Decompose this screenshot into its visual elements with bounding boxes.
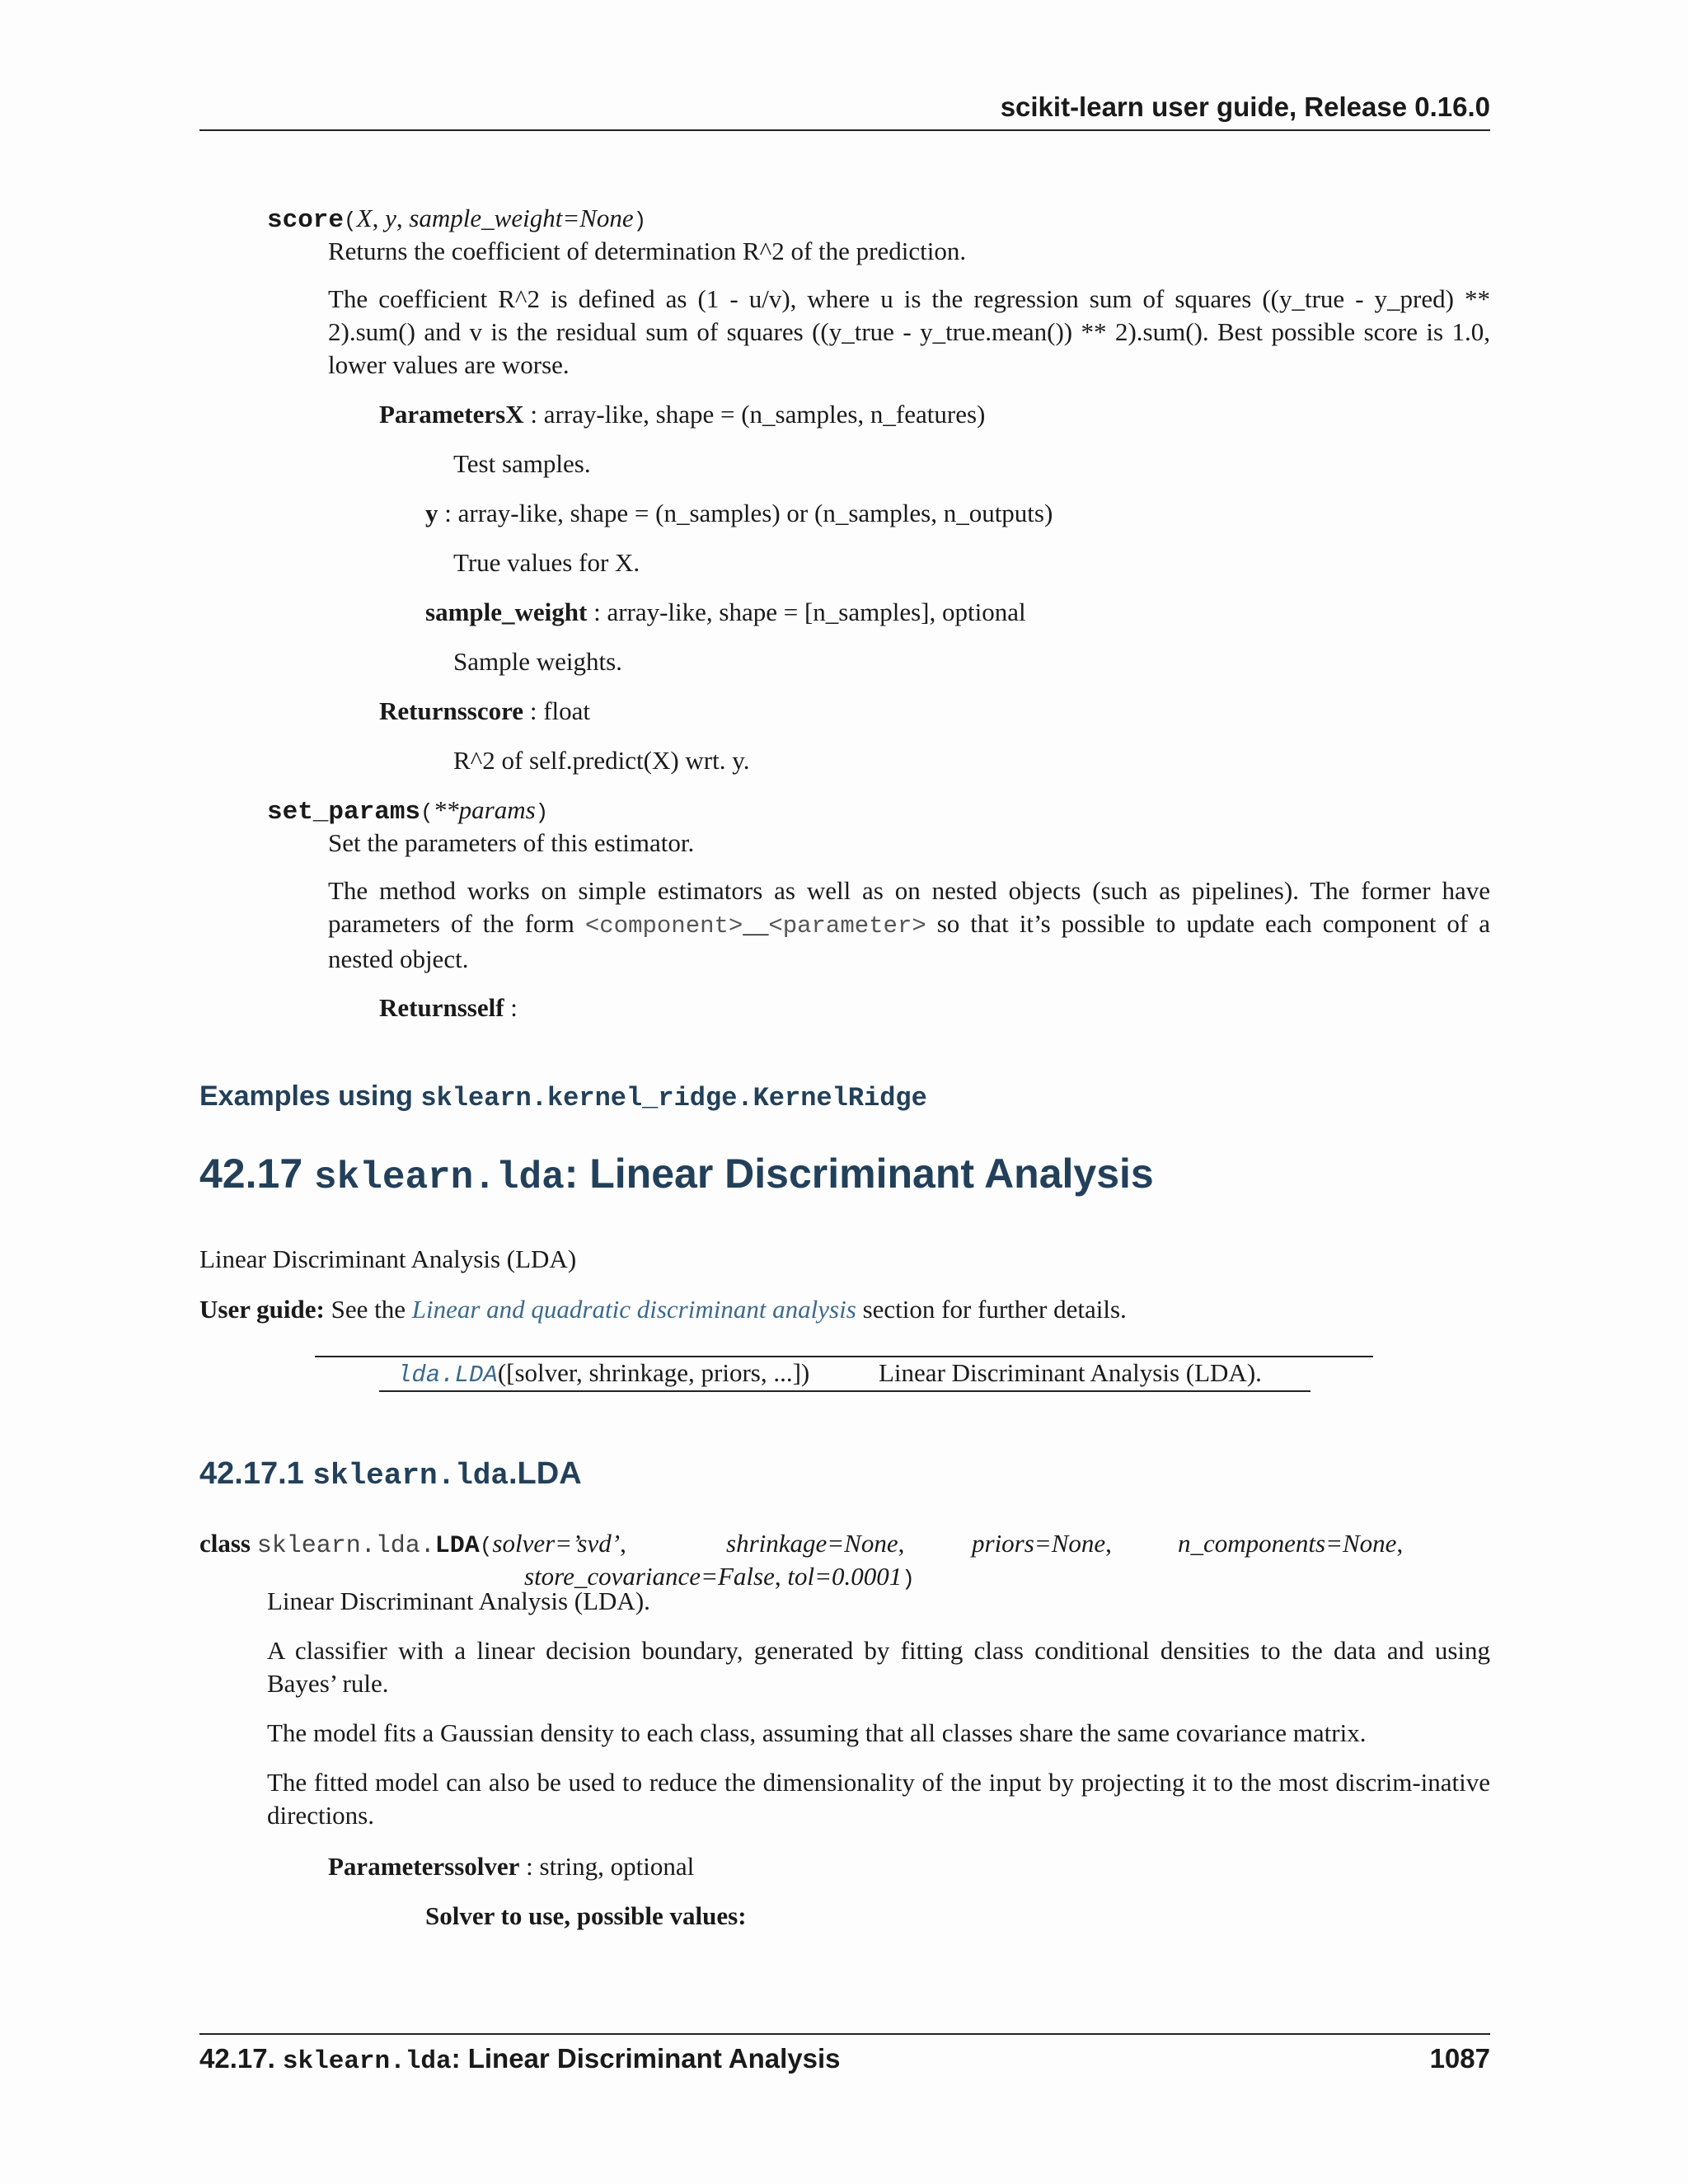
set-params-returns (379, 991, 518, 1024)
arg-x: X (356, 204, 373, 232)
sep: , (396, 204, 410, 232)
param-type: : array-like, shape = (n_samples, n_features) (523, 400, 986, 429)
params-label: Parameters (379, 400, 506, 429)
section-heading (199, 1147, 1154, 1204)
subsection-number: 42.17.1 (199, 1456, 304, 1491)
returns-label: Returns (379, 696, 467, 725)
returns-label: Returns (379, 993, 467, 1022)
subsection-heading (199, 1453, 582, 1497)
running-title: scikit-learn user guide, Release 0.16.0 (1000, 91, 1490, 122)
set-params-method-name: set_params (267, 798, 421, 827)
user-guide-label: User guide: (199, 1295, 325, 1324)
param-type: : array-like, shape = [n_samples], optional (587, 598, 1026, 626)
arg-priors: priors=None, (972, 1529, 1112, 1558)
param-name: y (425, 499, 438, 527)
solver-note: Solver to use, possible values: (425, 1901, 747, 1930)
user-guide-post: section for further details. (856, 1295, 1127, 1324)
arg-shrinkage: shrinkage=None, (726, 1529, 905, 1558)
subsection-code: sklearn.lda (312, 1459, 509, 1493)
param-desc: Sample weights. (453, 647, 622, 676)
params-label: Parameters (328, 1852, 455, 1881)
section-title: : Linear Discriminant Analysis (564, 1151, 1154, 1197)
class-name: LDA (434, 1532, 480, 1560)
table-row (397, 1357, 809, 1392)
score-method-name: score (267, 206, 345, 235)
score-summary: Returns the coefficient of determination R^2 of the prediction. (328, 237, 967, 265)
lda-para1: A classifier with a linear decision boundary, generated by fitting class conditional densities to the data and using Bayes’ rule. (267, 1636, 1490, 1698)
sig-open: ( (344, 209, 357, 233)
param-desc: True values for X. (453, 548, 640, 577)
set-params-signature (267, 794, 548, 829)
desc-code: <parameter> (768, 912, 926, 940)
return-name: score (467, 696, 524, 725)
arg-solver: solver=’svd’ (492, 1529, 621, 1558)
param-type: : string, optional (519, 1852, 695, 1881)
examples-code: sklearn.kernel_ridge.KernelRidge (420, 1083, 927, 1113)
lda-param-solver (328, 1850, 694, 1883)
user-guide-link[interactable]: Linear and quadratic discriminant analysis (411, 1295, 856, 1324)
lda-class-signature-line2: store_covariance=False, tol=0.0001) (524, 1562, 915, 1591)
score-param-y (425, 497, 1053, 530)
footer-title (199, 2041, 841, 2079)
return-type: : float (523, 696, 590, 725)
footer-rule (199, 2033, 1490, 2035)
table-row-desc: Linear Discriminant Analysis (LDA). (879, 1358, 1262, 1387)
set-params-description (328, 874, 1490, 976)
return-desc: R^2 of self.predict(X) wrt. y. (453, 746, 750, 775)
user-guide-line (199, 1293, 1127, 1326)
examples-heading (199, 1078, 927, 1117)
sig-open: ( (420, 800, 434, 825)
score-signature (267, 202, 646, 237)
examples-prefix: Examples using (199, 1080, 421, 1112)
section-code: sklearn.lda (314, 1156, 565, 1199)
user-guide-pre: See the (324, 1295, 412, 1324)
arg-tol: tol=0.0001 (787, 1562, 903, 1591)
footer-code: sklearn.lda (282, 2047, 452, 2076)
arg-store-covariance: store_covariance=False (524, 1562, 775, 1591)
return-type: : (504, 993, 518, 1022)
lda-para2: The model fits a Gaussian density to each class, assuming that all classes share the same covariance matrix. (267, 1718, 1367, 1747)
param-name: X (505, 400, 524, 429)
arg-n-components-text: n_components=None (1178, 1529, 1397, 1558)
class-module: sklearn.lda. (256, 1532, 435, 1560)
param-name: sample_weight (425, 598, 588, 626)
arg-priors-text: priors=None (972, 1529, 1106, 1558)
arg-shrinkage-text: shrinkage=None (726, 1529, 898, 1558)
section-number: 42.17 (199, 1151, 303, 1197)
return-name: self (467, 993, 504, 1022)
page-number: 1087 (1429, 2043, 1490, 2074)
header-rule (199, 129, 1490, 131)
sig-close: ) (535, 800, 549, 825)
subsection-title: .LDA (509, 1456, 582, 1491)
param-type: : array-like, shape = (n_samples) or (n_samples, n_outputs) (438, 499, 1053, 527)
sig-close: ) (633, 209, 647, 233)
lda-summary: Linear Discriminant Analysis (LDA). (267, 1586, 650, 1615)
score-param-x (379, 398, 985, 431)
lda-class-signature: class sklearn.lda.LDA(solver=’svd’, (199, 1529, 626, 1560)
sep: , (372, 204, 386, 232)
footer-number: 42.17. (199, 2043, 275, 2074)
arg-params: **params (433, 795, 536, 824)
sig-close: ) (902, 1567, 915, 1591)
param-name: solver (454, 1852, 520, 1881)
lda-para3: The fitted model can also be used to reduce the dimensionality of the input by projecting it to the most discrim-inative directions. (267, 1768, 1490, 1830)
score-param-sample-weight (425, 596, 1026, 629)
section-intro: Linear Discriminant Analysis (LDA) (199, 1244, 577, 1273)
param-desc: Test samples. (453, 449, 591, 478)
desc-code: <component> (584, 912, 743, 940)
table-bottom-rule (379, 1390, 1311, 1392)
sig-open: ( (479, 1534, 493, 1558)
arg-y: y (385, 204, 396, 232)
arg-n-components: n_components=None, (1178, 1529, 1404, 1558)
table-row-link[interactable]: lda.LDA (397, 1361, 498, 1389)
score-returns (379, 695, 590, 728)
desc-sep: __ (743, 909, 769, 938)
class-keyword: class (199, 1529, 251, 1558)
table-row-args: ([solver, shrinkage, priors, ...]) (497, 1358, 810, 1387)
score-description: The coefficient R^2 is defined as (1 - u/v), where u is the regression sum of squares ((y_true - y_pred) ** 2).sum() and v is the residual sum of squares ((y_true - y_true.mean()) ** 2).sum(). Best possible score is 1.0, lower values are worse. (328, 284, 1490, 379)
desc-text: The method works on simple estimators as well as on nested objects (such as pipelines). The former have parameters of the form (328, 876, 1490, 938)
set-params-summary: Set the parameters of this estimator. (328, 828, 695, 857)
desc-text: so that it’s possible to update each component of a nested object. (328, 909, 1490, 973)
footer-section-title: : Linear Discriminant Analysis (451, 2043, 841, 2074)
arg-sample-weight: sample_weight=None (409, 204, 634, 232)
